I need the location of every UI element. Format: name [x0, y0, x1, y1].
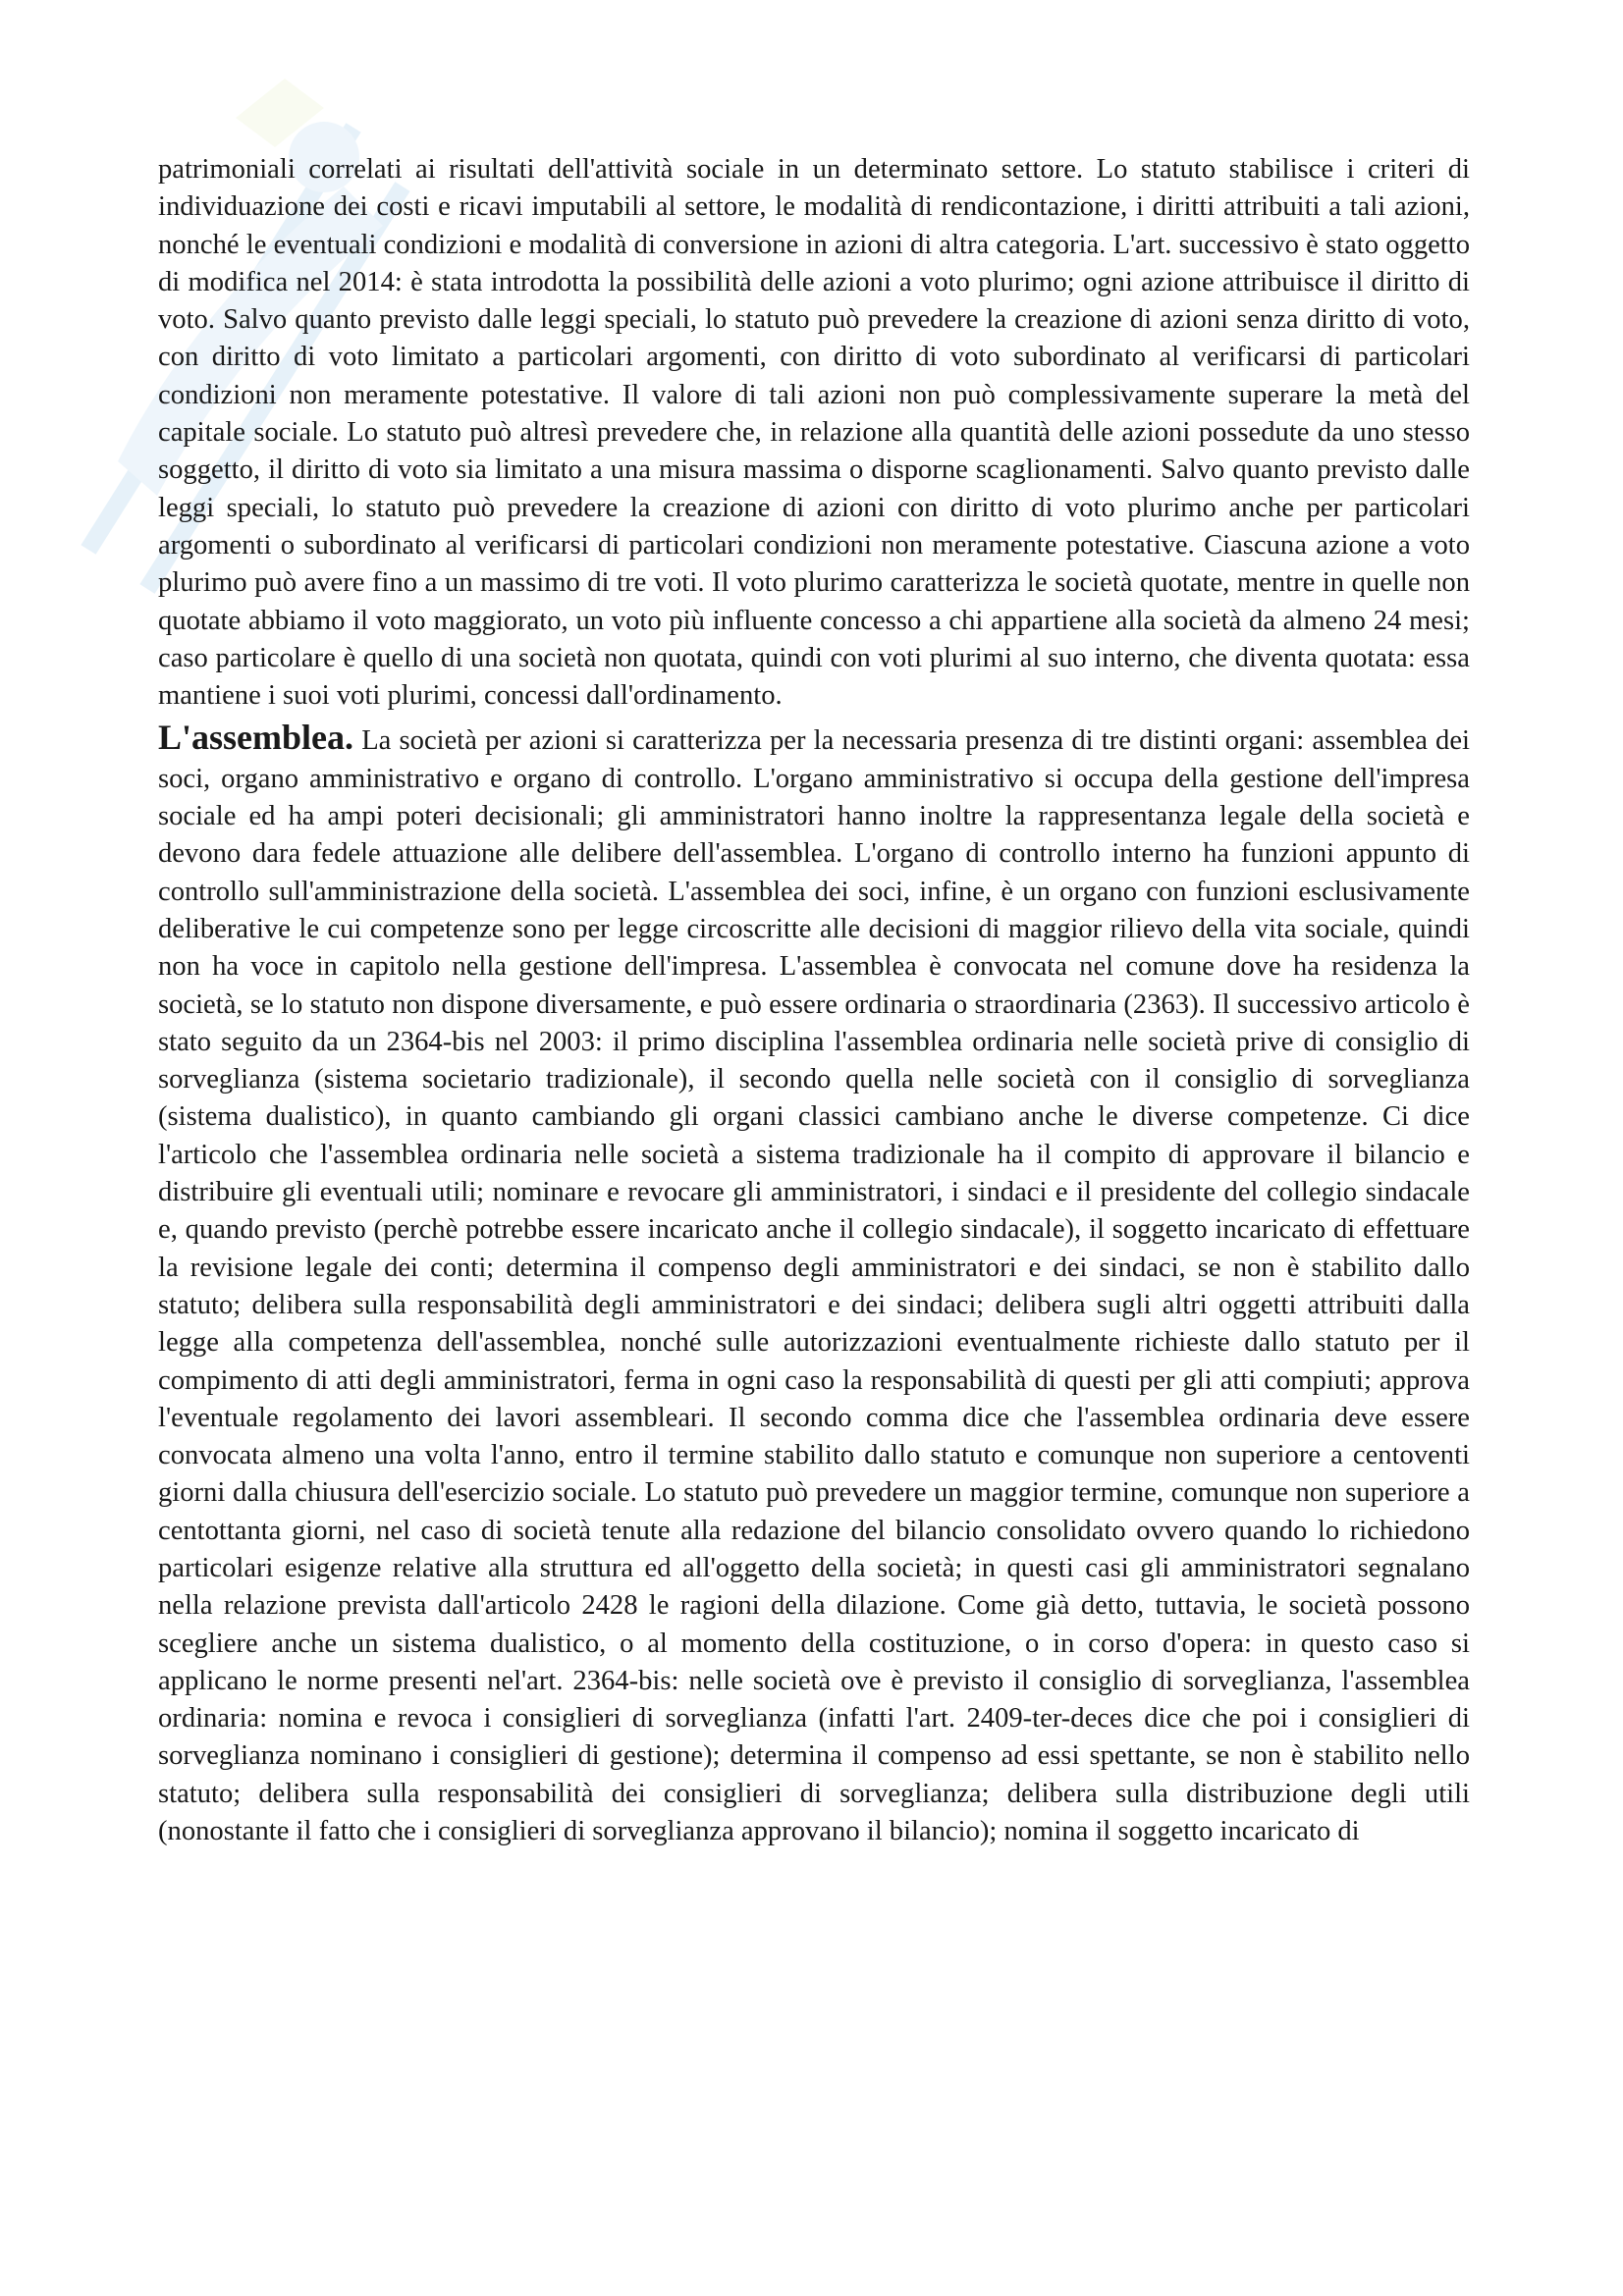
document-body [158, 147, 1470, 1850]
paragraph-text: La società per azioni si caratterizza per la necessaria presenza di tre distinti organi: assemblea dei soci, organo amministrativo e organo di controllo. L'organo amministrativo si occupa della gestione dell'impresa sociale ed ha ampi poteri decisionali; gli amministratori hanno inoltre la rappresentanza legale della società e devono dara fedele attuazione alle delibere dell'assemblea. L'organo di controllo interno ha funzioni appunto di controllo sull'amministrazione della società. L'assemblea dei soci, infine, è un organo con funzioni esclusivamente deliberative le cui competenze sono per legge circoscritte alle decisioni di maggior rilievo della vita sociale, quindi non ha voce in capitolo nella gestione dell'impresa. L'assemblea è convocata nel comune dove ha residenza la società, se lo statuto non dispone diversamente, e può essere ordinaria o straordinaria (2363). Il successivo articolo è stato seguito da un 2364-bis nel 2003: il primo disciplina l'assemblea ordinaria nelle società prive di consiglio di sorveglianza (sistema societario tradizionale), il secondo quella nelle società con il consiglio di sorveglianza (sistema dualistico), in quanto cambiando gli organi classici cambiano anche le diverse competenze. Ci dice l'articolo che l'assemblea ordinaria nelle società a sistema tradizionale ha il compito di approvare il bilancio e distribuire gli eventuali utili; nominare e revocare gli amministratori, i sindaci e il presidente del collegio sindacale e, quando previsto (perchè potrebbe essere incaricato anche il collegio sindacale), il soggetto incaricato di effettuare la revisione legale dei conti; determina il compenso degli amministratori e dei sindaci, se non è stabilito dallo statuto; delibera sulla responsabilità degli amministratori e dei sindaci; delibera sugli altri oggetti attribuiti dalla legge alla competenza dell'assemblea, nonché sulle autorizzazioni eventualmente richieste dallo statuto per il compimento di atti degli amministratori, ferma in ogni caso la responsabilità di questi per gli atti compiuti; approva l'eventuale regolamento dei lavori assembleari. Il secondo comma dice che l'assemblea ordinaria deve essere convocata almeno una volta l'anno, entro il termine stabilito dallo statuto e comunque non superiore a centoventi giorni dalla chiusura dell'esercizio sociale. Lo statuto può prevedere un maggior termine, comunque non superiore a centottanta giorni, nel caso di società tenute alla redazione del bilancio consolidato ovvero quando lo richiedono particolari esigenze relative alla struttura ed all'oggetto della società; in questi casi gli amministratori segnalano nella relazione prevista dall'articolo 2428 le ragioni della dilazione. Come già detto, tuttavia, le società possono scegliere anche un sistema dualistico, o al momento della costituzione, o in corso d'opera: in questo caso si applicano le norme presenti nel'art. 2364-bis: nelle società ove è previsto il consiglio di sorveglianza, l'assemblea ordinaria: nomina e revoca i consiglieri di sorveglianza (infatti l'art. 2409-ter-deces dice che poi i consiglieri di sorveglianza nominano i consiglieri di gestione); determina il compenso ad essi spettante, se non è stabilito nello statuto; delibera sulla responsabilità dei consiglieri di sorveglianza; delibera sulla distribuzione degli utili (nonostante il fatto che i consiglieri di sorveglianza approvano il bilancio); nomina il soggetto incaricato di [158, 725, 1470, 1847]
paragraph-assemblea [158, 719, 1470, 1850]
section-heading-assemblea: L'assemblea. [158, 718, 354, 758]
paragraph-azioni [158, 147, 1470, 715]
paragraph-text: patrimoniali correlati ai risultati dell'attività sociale in un determinato settore. Lo statuto stabilisce i criteri di individuazione dei costi e ricavi imputabili al settore, le modalità di rendicontazione, i diritti attribuiti a tali azioni, nonché le eventuali condizioni e modalità di conversione in azioni di altra categoria. L'art. successivo è stato oggetto di modifica nel 2014: è stata introdotta la possibilità delle azioni a voto plurimo; ogni azione attribuisce il diritto di voto. Salvo quanto previsto dalle leggi speciali, lo statuto può prevedere la creazione di azioni senza diritto di voto, con diritto di voto limitato a particolari argomenti, con diritto di voto subordinato al verificarsi di particolari condizioni non meramente potestative. Il valore di tali azioni non può complessivamente superare la metà del capitale sociale. Lo statuto può altresì prevedere che, in relazione alla quantità delle azioni possedute da uno stesso soggetto, il diritto di voto sia limitato a una misura massima o disporne scaglionamenti. Salvo quanto previsto dalle leggi speciali, lo statuto può prevedere la creazione di azioni con diritto di voto plurimo anche per particolari argomenti o subordinato al verificarsi di particolari condizioni non meramente potestative. Ciascuna azione a voto plurimo può avere fino a un massimo di tre voti. Il voto plurimo caratterizza le società quotate, mentre in quelle non quotate abbiamo il voto maggiorato, un voto più influente concesso a chi appartiene alla società da almeno 24 mesi; caso particolare è quello di una società non quotata, quindi con voti plurimi al suo interno, che diventa quotata: essa mantiene i suoi voti plurimi, concessi dall'ordinamento. [158, 154, 1470, 712]
